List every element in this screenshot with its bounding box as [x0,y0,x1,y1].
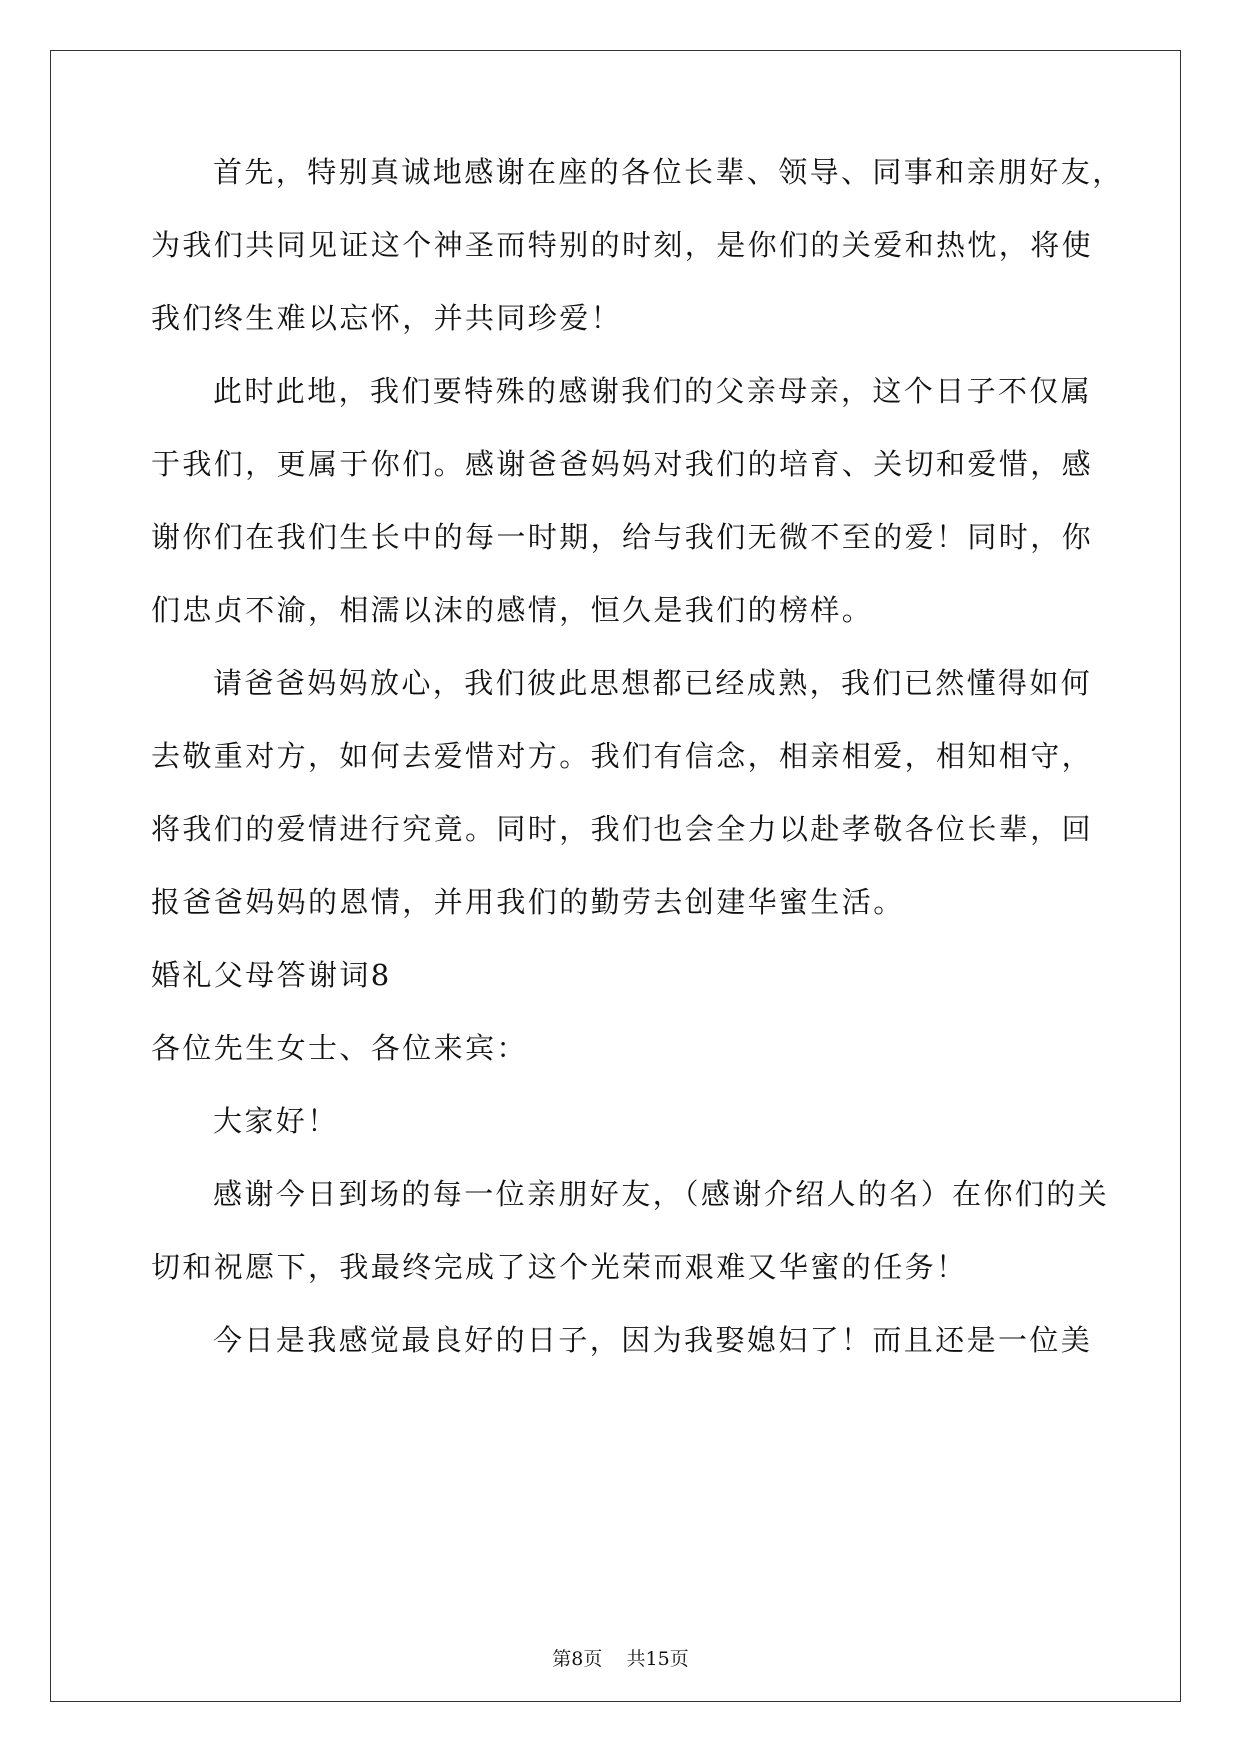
paragraph-line: 去敬重对方，如何去爱惜对方。我们有信念，相亲相爱，相知相守， [151,739,1094,773]
paragraph-line: 报爸爸妈妈的恩情，并用我们的勤劳去创建华蜜生活。 [151,885,905,919]
paragraph-line: 切和祝愿下，我最终完成了这个光荣而艰难又华蜜的任务！ [151,1250,968,1284]
paragraph-line: 将我们的爱情进行究竟。同时，我们也会全力以赴孝敬各位长辈，回 [151,812,1094,846]
paragraph-line: 于我们，更属于你们。感谢爸爸妈妈对我们的培育、关切和爱惜，感 [151,447,1094,481]
paragraph-line: 请爸爸妈妈放心，我们彼此思想都已经成熟，我们已然懂得如何 [213,666,1093,700]
paragraph-line: 感谢今日到场的每一位亲朋好友，（感谢介绍人的名）在你们的关 [213,1177,1110,1211]
section-heading: 婚礼父母答谢词8 [151,958,392,992]
paragraph-line: 们忠贞不渝，相濡以沫的感情，恒久是我们的榜样。 [151,593,874,627]
page-number-footer: 第8页 共15页 [552,1648,689,1670]
paragraph-line: 为我们共同见证这个神圣而特别的时刻，是你们的关爱和热忱，将使 [151,228,1094,262]
paragraph-line: 今日是我感觉最良好的日子，因为我娶媳妇了！而且还是一位美 [213,1323,1093,1357]
greeting: 大家好！ [213,1104,339,1138]
paragraph-line: 谢你们在我们生长中的每一时期，给与我们无微不至的爱！同时，你 [151,520,1094,554]
paragraph-line: 首先，特别真诚地感谢在座的各位长辈、领导、同事和亲朋好友， [213,155,1124,189]
paragraph-line: 我们终生难以忘怀，并共同珍爱！ [151,301,623,335]
salutation: 各位先生女士、各位来宾： [151,1031,528,1065]
paragraph-line: 此时此地，我们要特殊的感谢我们的父亲母亲，这个日子不仅属 [213,374,1093,408]
